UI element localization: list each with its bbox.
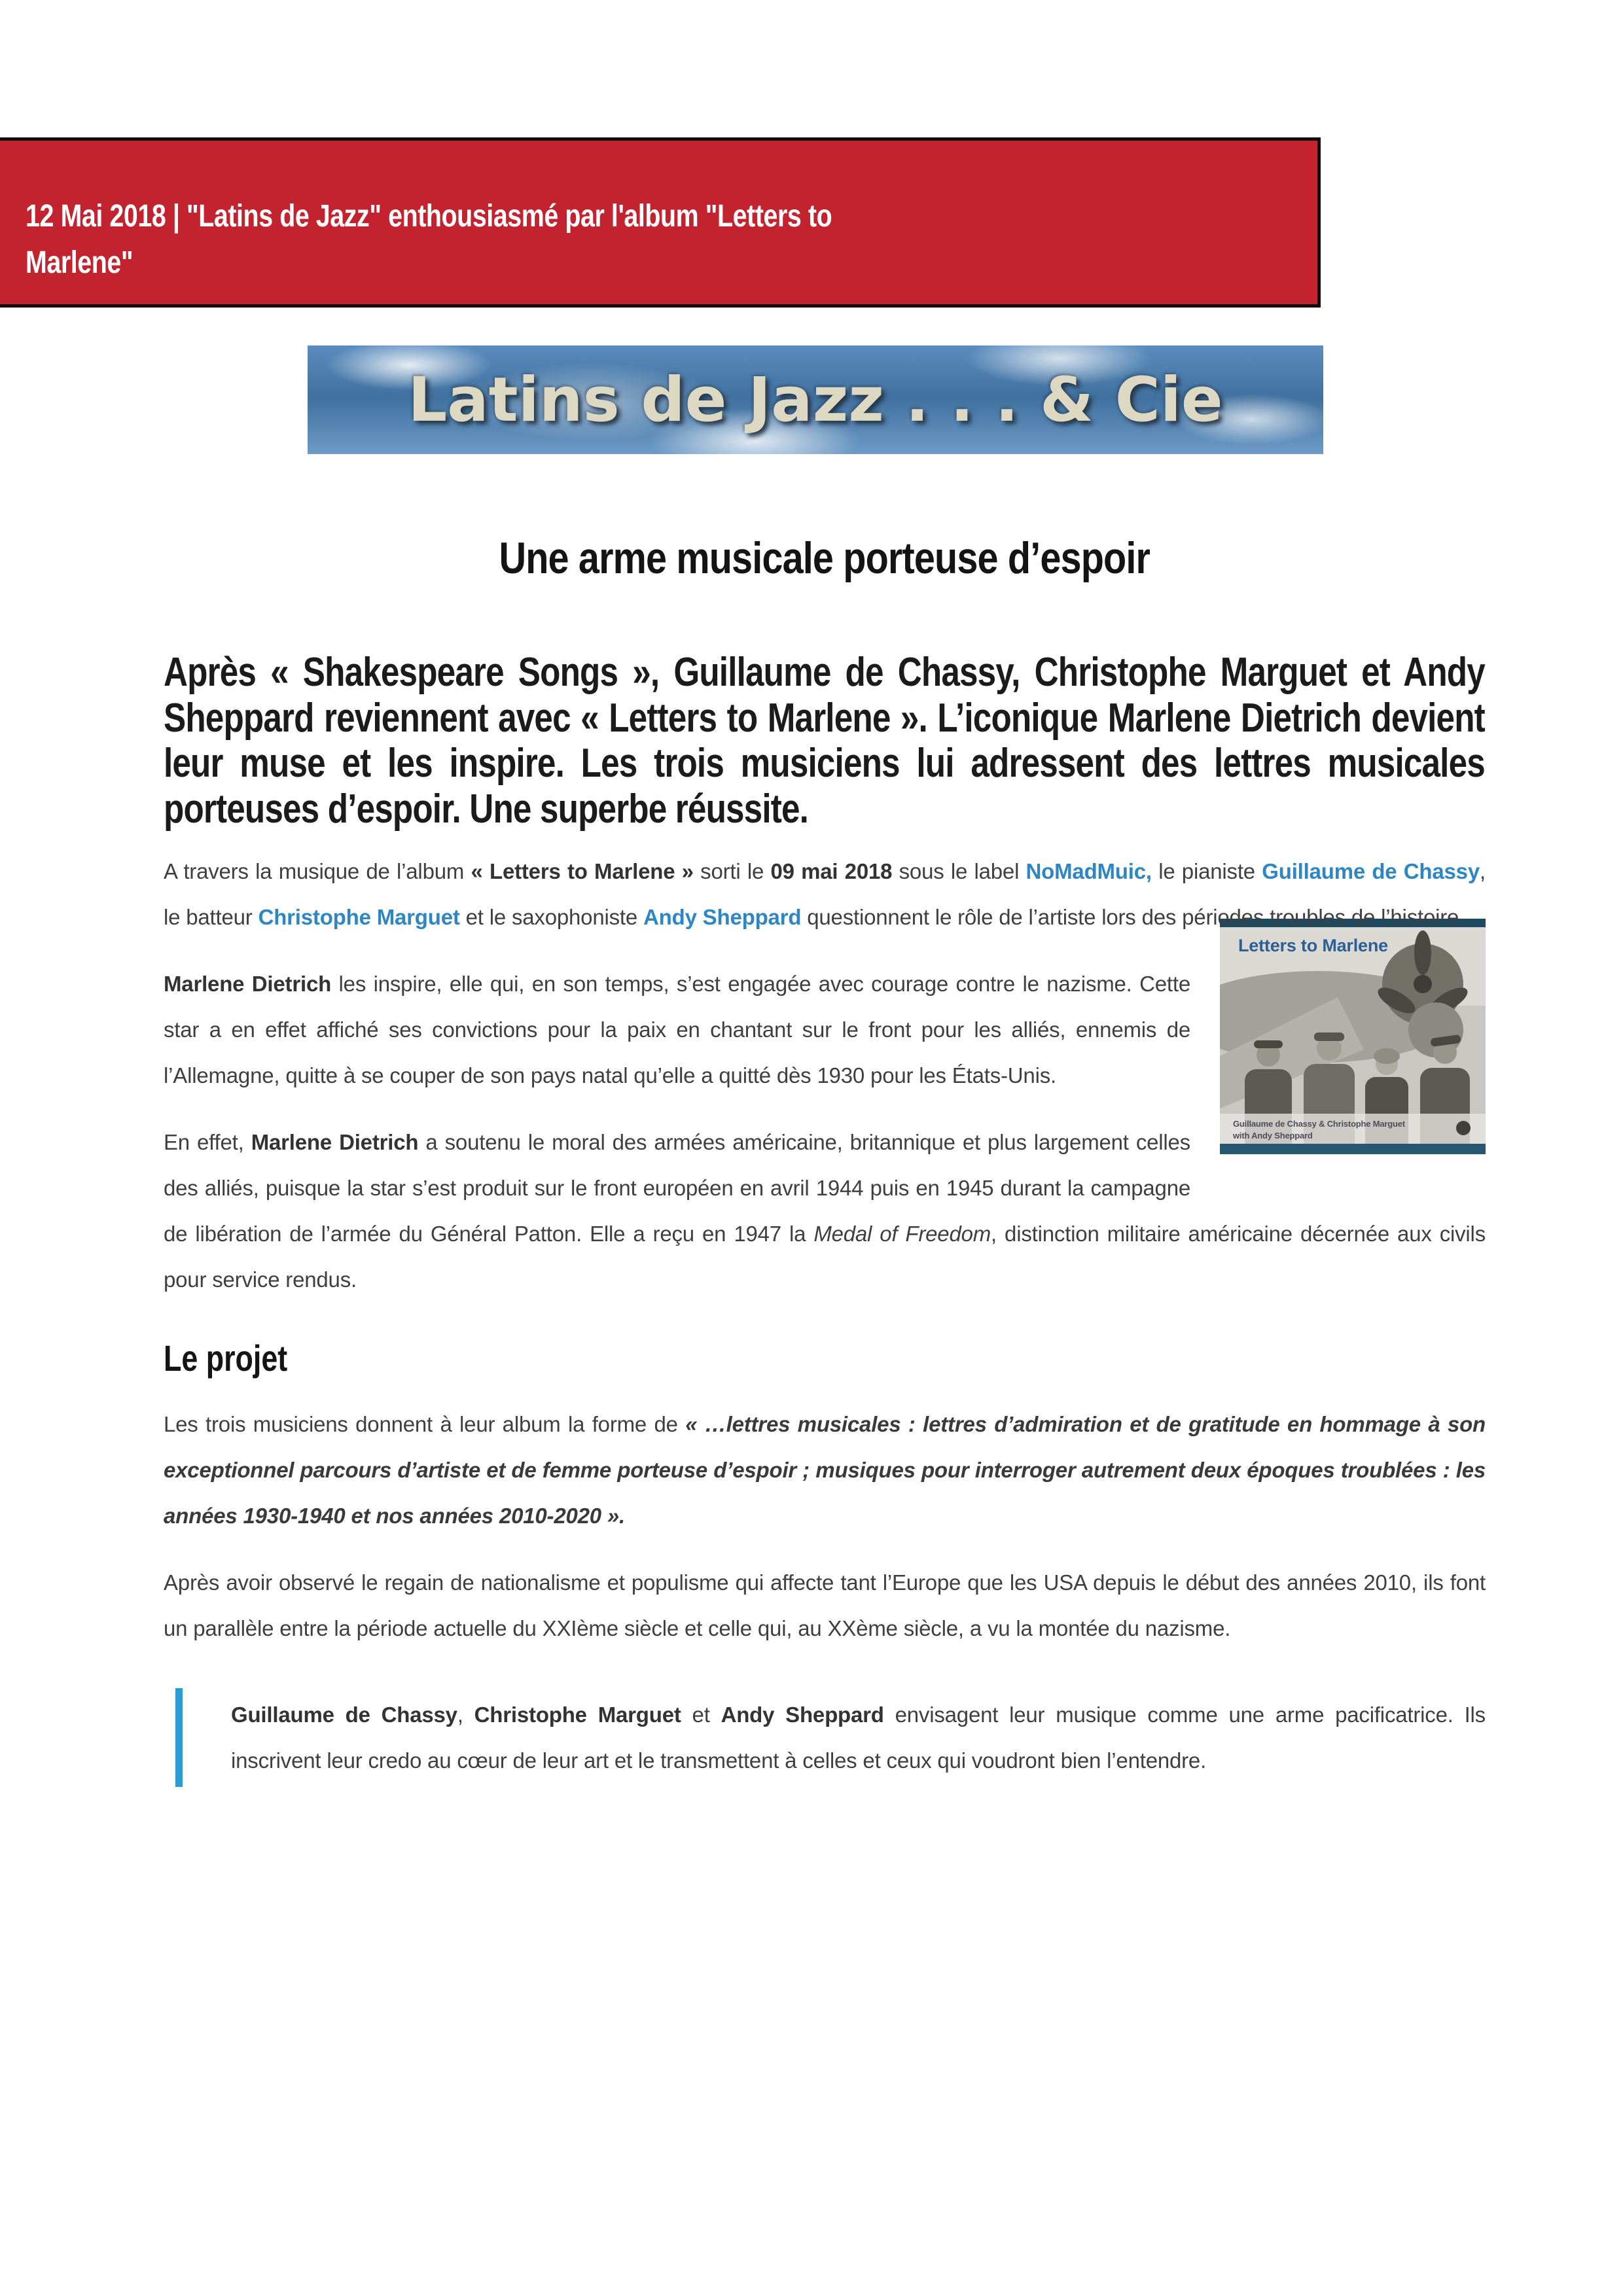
section-heading-le-projet: Le projet [164,1337,288,1379]
post-title [26,193,1279,286]
album-cover-image [1220,919,1486,1154]
inline-link[interactable]: Guillaume de Chassy [1262,859,1480,884]
latins-de-jazz-logo [308,345,1323,454]
inline-link[interactable]: Andy Sheppard [643,905,802,930]
label-logo-mark [1456,1121,1471,1135]
album-credit-line-2: with Andy Sheppard [1233,1131,1313,1141]
pull-quote: Guillaume de Chassy, Christophe Marguet et Andy Sheppard envisagent leur musique comme une arme pacificatrice. Ils inscrivent leur credo au cœur de leur art et le transmettent à celles et ceux qui voudront bien l’entendre. [175,1688,1486,1788]
paragraph-marlene-inspiration [164,936,1486,1141]
paragraph-album-release: A travers la musique de l’album « Letters to Marlene » sorti le 09 mai 2018 sous le label NoMadMuic, le pianiste Guillaume de Chassy, le batteur Christophe Marguet et le saxophoniste Andy Sheppard questionnent le rôle de l’artiste lors des périodes troubles de l’histoire. [164,859,1486,930]
paragraph-parallel-eras: Après avoir observé le regain de nationalisme et populisme qui affecte tant l’Europe que les USA depuis le début des années 2010, ils font un parallèle entre la période actuelle du XXIème siècle et celle qui, au XXème siècle, a vu la montée du nazisme. [164,1570,1486,1640]
album-cover-title: Letters to Marlene [1238,936,1388,956]
post-title-line-2: Marlene" [26,245,134,281]
inline-link[interactable]: Christophe Marguet [258,905,460,930]
inline-link[interactable]: NoMadMuic, [1026,859,1152,884]
paragraph-project-quote: Les trois musiciens donnent à leur album la forme de « …lettres musicales : lettres d’admiration et de gratitude en hommage à son exceptionnel parcours d’artiste et de femme porteuse d’espoir ; musiques pour interroger autrement deux époques troublées : les années 1930-1940 et nos années 2010-2020 ». [164,1411,1486,1528]
logo-text: Latins de Jazz . . . & Cie [408,364,1223,436]
paragraph-text: Marlene Dietrich les inspire, elle qui, en son temps, s’est engagée avec courage contre le nazisme. Cette star a en effet affiché ses convictions pour la paix en chantant sur le front pour les alliés, ennemis de l’Allemagne, quitte à se couper de son pays natal qu’elle a quitté dès 1930 pour les États-Unis. [164,972,1190,1088]
album-cover-art [1220,919,1486,1154]
document-page [0,137,1623,2296]
article-title: Une arme musicale porteuse d’espoir [499,533,1150,584]
post-title-line-1: 12 Mai 2018 | "Latins de Jazz" enthousiasmé par l'album "Letters to [26,199,832,234]
post-header-banner [0,137,1321,308]
paragraph-war-effort: En effet, Marlene Dietrich a soutenu le moral des armées américaine, britannique et plus largement celles des alliés, puisque la star s’est produit sur le front européen en avril 1944 puis en 1945 durant la campagne de libération de l’armée du Général Patton. Elle a reçu en 1947 la Medal of Freedom, distinction militaire américaine décernée aux civils pour service rendus. [164,1129,1486,1292]
article-body [164,345,1486,1787]
album-credit-line-1: Guillaume de Chassy & Christophe Marguet [1233,1119,1405,1129]
article-lede: Après « Shakespeare Songs », Guillaume de Chassy, Christophe Marguet et Andy Sheppard reviennent avec « Letters to Marlene ». L’iconique Marlene Dietrich devient leur muse et les inspire. Les trois musiciens lui adressent des lettres musicales porteuses d’espoir. Une superbe réussite. [164,650,1485,832]
